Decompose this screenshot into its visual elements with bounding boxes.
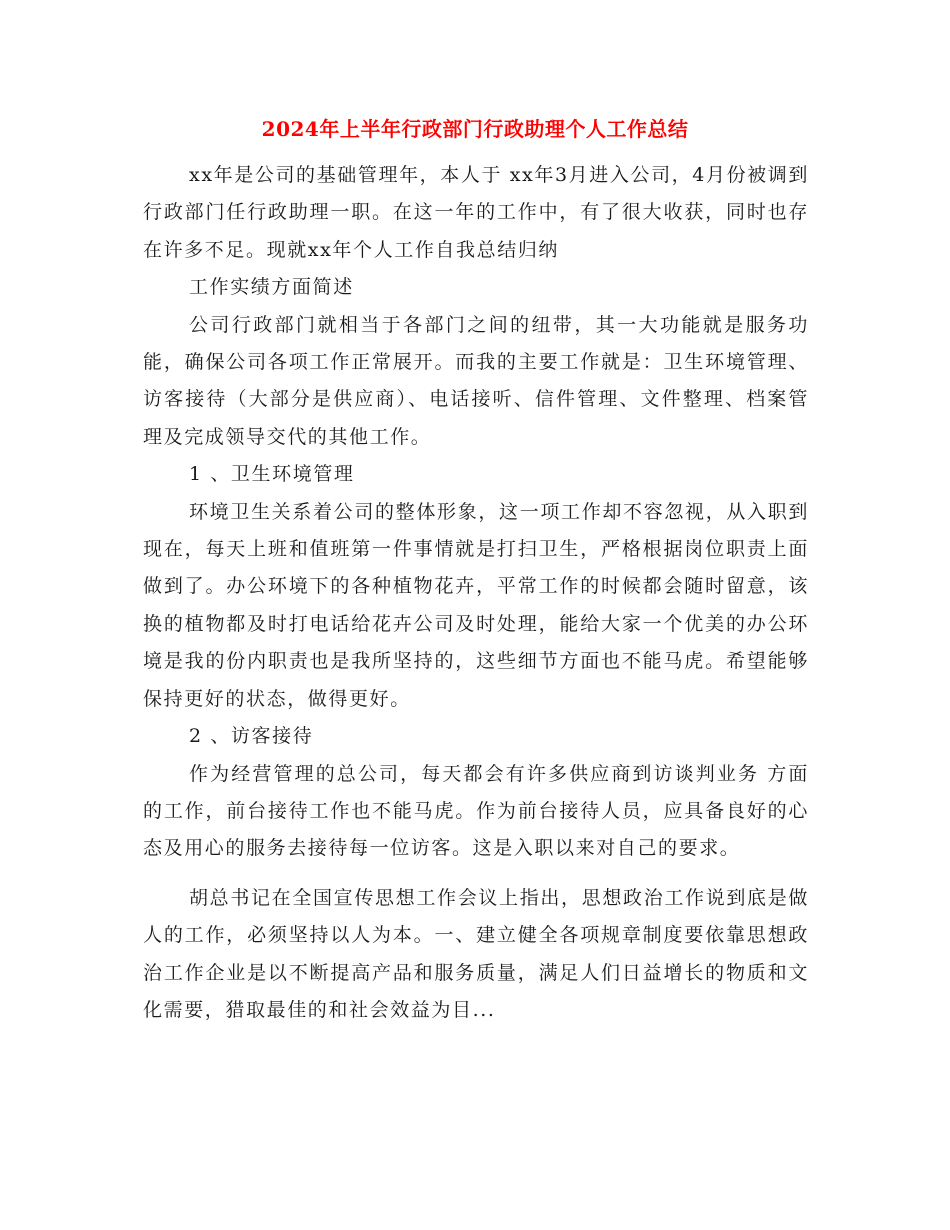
section-1-paragraph: 环境卫生关系着公司的整体形象，这一项工作却不容忽视，从入职到现在，每天上班和值班第一件事情就是打扫卫生，严格根据岗位职责上面做到了。办公环境下的各种植物花卉，平常工作的时候都会随时留意，该换的植物都及时打电话给花卉公司及时处理，能给大家一个优美的办公环境是我的份内职责也是我所坚持的，这些细节方面也不能马虎。希望能够保持更好的状态，做得更好。: [143, 500, 809, 710]
overview-paragraph: 公司行政部门就相当于各部门之间的纽带，其一大功能就是服务功能，确保公司各项工作正常展开。而我的主要工作就是：卫生环境管理、访客接待（大部分是供应商）、电话接听、信件管理、文件整理、档案管理及完成领导交代的其他工作。: [143, 313, 809, 448]
document-body: [143, 157, 809, 1029]
paragraph-gap: [143, 868, 809, 880]
section-heading-1: 1 、卫生环境管理: [189, 463, 355, 486]
intro-paragraph: xx年是公司的基础管理年，本人于 xx年3月进入公司，4月份被调到行政部门任行政助理一职。在这一年的工作中，有了很大收获，同时也存在许多不足。现就xx年个人工作自我总结归纳: [143, 164, 809, 261]
section-heading-overview: 工作实绩方面简述: [189, 276, 354, 299]
closing-paragraph: 胡总书记在全国宣传思想工作会议上指出，思想政治工作说到底是做人的工作，必须坚持以人为本。一、建立健全各项规章制度要依靠思想政治工作企业是以不断提高产品和服务质量，满足人们日益增长的物质和文化需要，猎取最佳的和社会效益为目...: [143, 886, 809, 1021]
document-title: 2024年上半年行政部门行政助理个人工作总结: [261, 117, 689, 141]
section-2-paragraph: 作为经营管理的总公司，每天都会有许多供应商到访谈判业务 方面的工作，前台接待工作也不能马虎。作为前台接待人员，应具备良好的心态及用心的服务去接待每一位访客。这是入职以来对自己的要求。: [143, 762, 809, 860]
section-heading-2: 2 、访客接待: [189, 725, 314, 748]
